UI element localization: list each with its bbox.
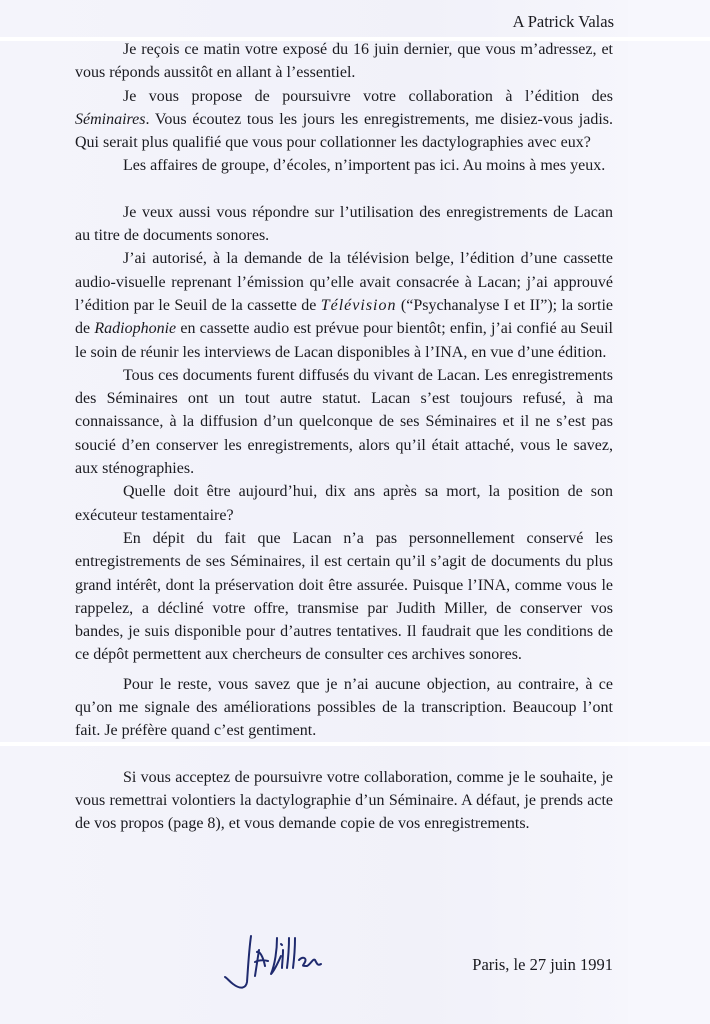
p2-pre: Je vous propose de poursuivre votre collaboration à l’édition des	[123, 87, 613, 105]
closing	[0, 930, 710, 1024]
paragraph-3: Les affaires de groupe, d’écoles, n’importent pas ici. Au moins à mes yeux.	[123, 157, 606, 175]
paragraph-4: Je veux aussi vous répondre sur l’utilisation des enregistrements de Lacan au titre de documents sonores.	[75, 203, 613, 245]
addressee: A Patrick Valas	[512, 12, 614, 31]
p2-post: . Vous écoutez tous les jours les enregistrements, me disiez-vous jadis. Qui serait plus qualifié que vous pour collationner les dactylographies avec eux?	[75, 110, 613, 152]
p5-text-c: en cassette audio est prévue pour bientôt; enfin, j’ai confié au Seuil le soin de réunir les interviews de Lacan disponibles à l’INA, en vue d’une édition.	[75, 320, 613, 361]
dateline: Paris, le 27 juin 1991	[472, 955, 613, 974]
letter-body	[75, 38, 613, 836]
p2-title-seminaires: Séminaires	[75, 110, 146, 128]
handwritten-signature	[215, 930, 345, 1000]
spacer	[75, 743, 613, 766]
p5-text-b: (“Psychanalyse I et II”); la sortie de	[75, 296, 613, 338]
p5-title-radiophonie: Radiophonie	[94, 320, 177, 338]
paragraph-9: Pour le reste, vous savez que je n’ai aucune objection, au contraire, à ce qu’on me signale des améliorations possibles de la transcription. Beaucoup l’ont fait. Je préfère quand c’est gentiment.	[75, 675, 613, 740]
paragraph-8: En dépit du fait que Lacan n’a pas personnellement conservé les entregistrements de ses Séminaires, il est certain qu’il s’agit de documents du plus grand intérêt, dont la préservation doit être assurée. Puisque l’INA, comme vous le rappelez, a décliné votre offre, transmise par Judith Miller, de conserver vos bandes, je suis disponible pour d’autres tentatives. Il faudrait que les conditions de ce dépôt permettent aux chercheurs de consulter ces archives sonores.	[75, 529, 613, 664]
p5-text-a: J’ai autorisé, à la demande de la télévision belge, l’édition d’une cassette audio-visuelle reprenant l’émission qu’elle avait consacrée à Lacan; j’ai approuvé l’édition par le Seuil de la cassette de	[75, 250, 613, 314]
spacer	[75, 178, 613, 201]
p5-title-television: Télévision	[320, 296, 397, 314]
paragraph-1: Je reçois ce matin votre exposé du 16 juin dernier, que vous m’adressez, et vous réponds aussitôt en allant à l’essentiel.	[75, 41, 613, 82]
paragraph-2	[75, 85, 613, 155]
paper-edge-strip	[628, 0, 710, 1024]
paragraph-7: Quelle doit être aujourd’hui, dix ans après sa mort, la position de son exécuteur testamentaire?	[75, 483, 613, 524]
paragraph-10: Si vous acceptez de poursuivre votre collaboration, comme je le souhaite, je vous remettrai volontiers la dactylographie d’un Séminaire. A défaut, je prends acte de vos propos (page 8), et vous demande copie de vos enregistrements.	[75, 768, 613, 833]
paragraph-6: Tous ces documents furent diffusés du vivant de Lacan. Les enregistrements des Séminaires ont un tout autre statut. Lacan s’est toujours refusé, à ma connaissance, à la diffusion d’un quelconque de ses Séminaires et il ne s’est pas soucié d’en conserver les enregistrements, alors qu’il était attaché, vous le savez, aux sténographies.	[75, 366, 613, 478]
paragraph-5	[75, 247, 613, 363]
